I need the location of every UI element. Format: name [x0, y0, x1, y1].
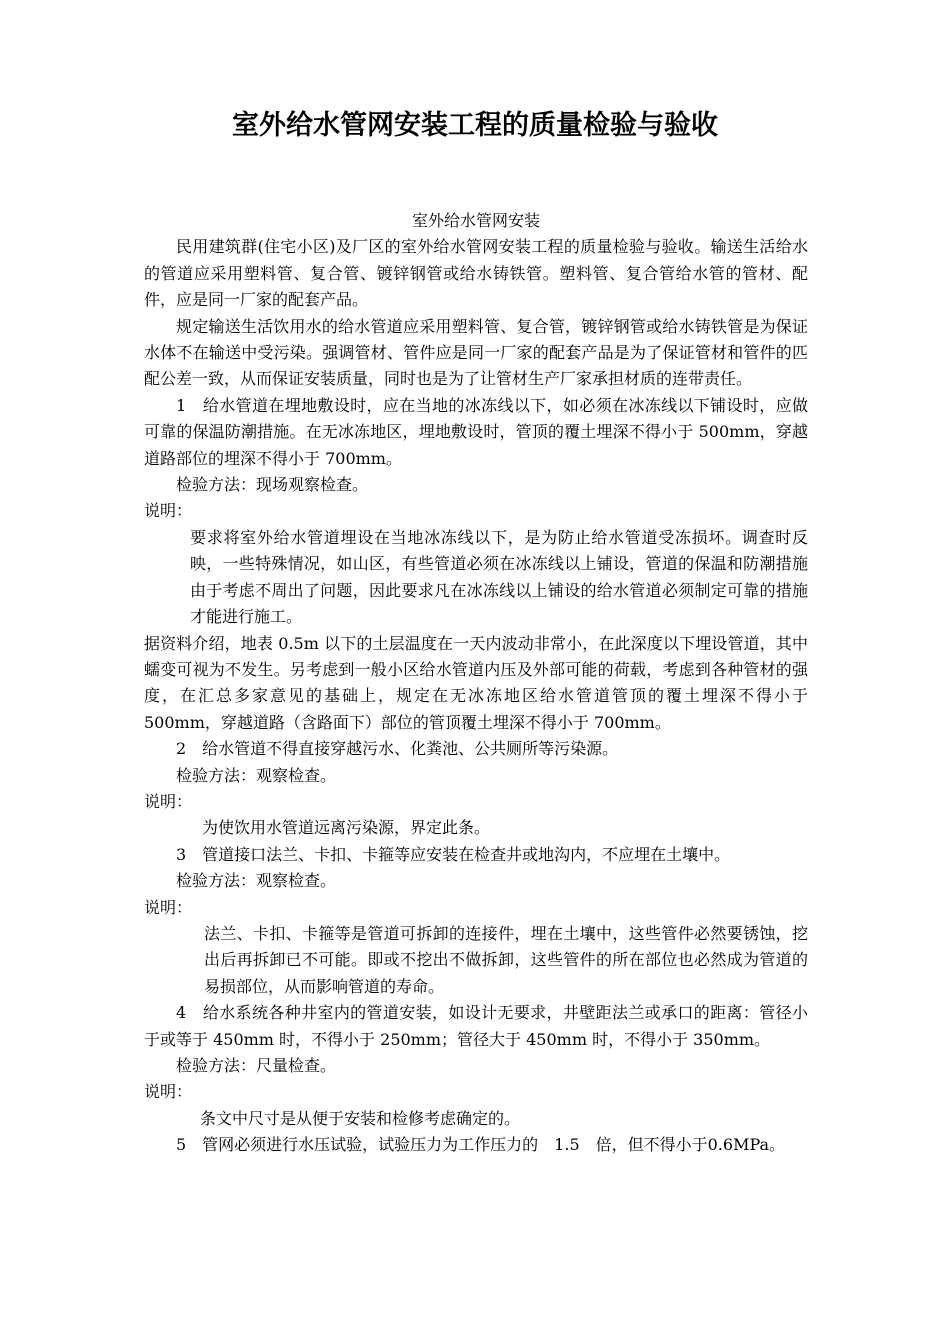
document-body	[144, 208, 825, 1159]
paragraph-intro: 民用建筑群(住宅小区)及厂区的室外给水管网安装工程的质量检验与验收。输送生活给水的管道应采用塑料管、复合管、镀锌钢管或给水铸铁管。塑料管、复合管给水管的管材、配件，应是同一厂家的配套产品。	[144, 237, 808, 310]
note-label-1: 说明：	[144, 501, 193, 521]
note-3: 法兰、卡扣、卡箍等是管道可拆卸的连接件，埋在土壤中，这些管件必然要锈蚀，挖出后再拆卸已不可能。即或不挖出不做拆卸，这些管件的所在部位也必然成为管道的易损部位，从而影响管道的寿命。	[204, 923, 808, 996]
clause-5: 5 管网必须进行水压试验，试验压力为工作压力的 1.5 倍，但不得小于0.6MPa。	[176, 1135, 786, 1155]
note-label-4: 说明：	[144, 1082, 193, 1102]
clause-2: 2 给水管道不得直接穿越污水、化粪池、公共厕所等污染源。	[176, 739, 619, 759]
note-1: 要求将室外给水管道埋设在当地冰冻线以下，是为防止给水管道受冻损坏。调查时反映，一些特殊情况，如山区，有些管道必须在冰冻线以上铺设，管道的保温和防潮措施由于考虑不周出了问题，因此要求凡在冰冻线以上铺设的给水管道必须制定可靠的措施才能进行施工。	[190, 527, 808, 627]
clause-3: 3 管道接口法兰、卡扣、卡箍等应安装在检查井或地沟内，不应埋在土壤中。	[176, 844, 731, 864]
note-label-3: 说明：	[144, 897, 193, 917]
paragraph-explanation: 规定输送生活饮用水的给水管道应采用塑料管、复合管，镀锌钢管或给水铸铁管是为保证水体不在输送中受污染。强调管材、管件应是同一厂家的配套产品是为了保证管材和管件的匹配公差一致，从而保证安装质量，同时也是为了让管材生产厂家承担材质的连带责任。	[144, 316, 808, 389]
document-title: 室外给水管网安装工程的质量检验与验收	[232, 110, 718, 141]
note-1-continued: 据资料介绍，地表 0.5m 以下的土层温度在一天内波动非常小，在此深度以下埋设管道，其中蠕变可视为不发生。另考虑到一般小区给水管道内压及外部可能的荷载，考虑到各种管材的强度，在汇总多家意见的基础上，规定在无冰冻地区给水管道管顶的覆土埋深不得小于 500mm，穿越道路（含路面下）部位的管顶覆土埋深不得小于 700mm。	[144, 633, 825, 732]
inspection-method-2: 检验方法：观察检查。	[176, 765, 337, 785]
inspection-method-1: 检验方法：现场观察检查。	[176, 475, 369, 495]
inspection-method-3: 检验方法：观察检查。	[176, 871, 337, 891]
note-2: 为使饮用水管道远离污染源，界定此条。	[202, 818, 491, 838]
section-heading: 室外给水管网安装	[411, 211, 540, 230]
clause-4: 4 给水系统各种井室内的管道安装，如设计无要求，井壁距法兰或承口的距离：管径小于或等于 450mm 时，不得小于 250mm；管径大于 450mm 时，不得小于 350mm。	[144, 1003, 808, 1049]
note-4: 条文中尺寸是从便于安装和检修考虑确定的。	[200, 1108, 521, 1128]
note-label-2: 说明：	[144, 791, 193, 811]
inspection-method-4: 检验方法：尺量检查。	[176, 1056, 337, 1075]
clause-1: 1 给水管道在埋地敷设时，应在当地的冰冻线以下，如必须在冰冻线以下铺设时，应做可靠的保温防潮措施。在无冰冻地区，埋地敷设时，管顶的覆土埋深不得小于 500mm，穿越道路部位的埋深不得小于 700mm。	[144, 395, 808, 468]
